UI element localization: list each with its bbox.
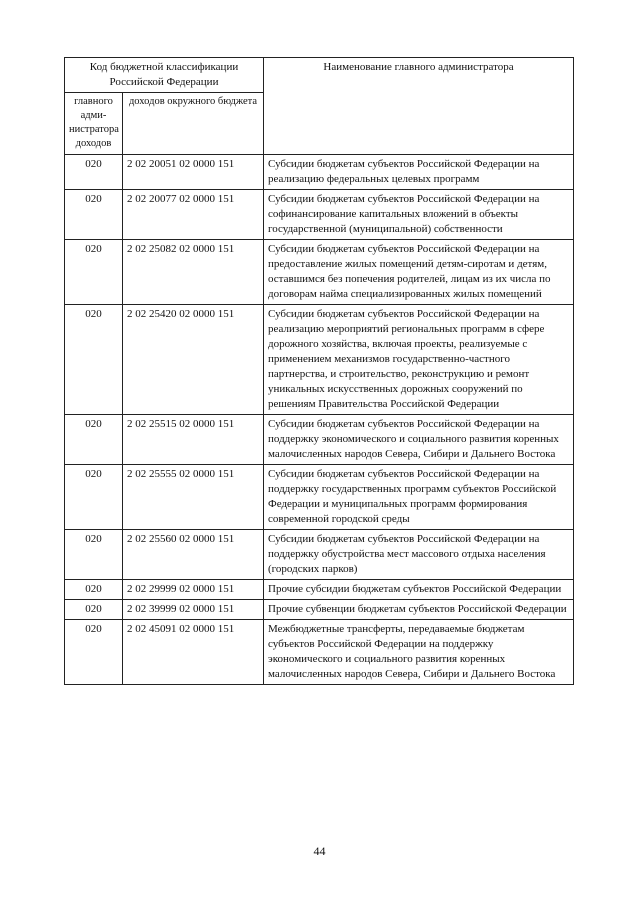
income-code-cell: 2 02 25515 02 0000 151 [123, 415, 264, 465]
table-row [65, 465, 574, 530]
administrator-name-cell: Субсидии бюджетам субъектов Российской Федерации на софинансирование капитальных вложений в объекты государственной (муниципальной) собственности [264, 190, 574, 240]
admin-code-cell: 020 [65, 530, 123, 580]
admin-code-cell: 020 [65, 465, 123, 530]
table-row [65, 155, 574, 190]
table-header-row [65, 58, 574, 93]
admin-code-cell: 020 [65, 580, 123, 600]
income-code-cell: 2 02 25555 02 0000 151 [123, 465, 264, 530]
administrator-name-cell: Субсидии бюджетам субъектов Российской Федерации на реализацию мероприятий региональных программ в сфере дорожного хозяйства, включая проекты, реализуемые с применением механизмов государственно-частного партнерства, и строительство, реконструкцию и ремонт уникальных искусственных дорожных сооружений по решениям Правительства Российской Федерации [264, 305, 574, 415]
page-number: 44 [313, 844, 326, 858]
administrator-name-cell: Субсидии бюджетам субъектов Российской Федерации на предоставление жилых помещений детям-сиротам и детям, оставшимся без попечения родителей, лицам из их числа по договорам найма специализированных жилых помещений [264, 240, 574, 305]
table-row [65, 305, 574, 415]
table-row [65, 600, 574, 620]
header-name-cell: Наименование главного администратора [264, 58, 574, 155]
income-code-cell: 2 02 39999 02 0000 151 [123, 600, 264, 620]
admin-code-cell: 020 [65, 305, 123, 415]
header-income-cell: доходов окружного бюджета [123, 93, 264, 155]
income-code-cell: 2 02 29999 02 0000 151 [123, 580, 264, 600]
income-code-cell: 2 02 25560 02 0000 151 [123, 530, 264, 580]
admin-code-cell: 020 [65, 240, 123, 305]
administrator-name-cell: Субсидии бюджетам субъектов Российской Федерации на реализацию федеральных целевых программ [264, 155, 574, 190]
table-body [65, 58, 574, 685]
table-row [65, 190, 574, 240]
income-code-cell: 2 02 20051 02 0000 151 [123, 155, 264, 190]
header-admin-cell: главного адми-нистратора доходов [65, 93, 123, 155]
administrator-name-cell: Прочие субсидии бюджетам субъектов Российской Федерации [264, 580, 574, 600]
admin-code-cell: 020 [65, 155, 123, 190]
income-code-cell: 2 02 25420 02 0000 151 [123, 305, 264, 415]
income-code-cell: 2 02 25082 02 0000 151 [123, 240, 264, 305]
administrator-name-cell: Межбюджетные трансферты, передаваемые бюджетам субъектов Российской Федерации на поддержку экономического и социального развития коренных малочисленных народов Севера, Сибири и Дальнего Востока [264, 620, 574, 685]
admin-code-cell: 020 [65, 620, 123, 685]
admin-code-cell: 020 [65, 190, 123, 240]
administrator-name-cell: Прочие субвенции бюджетам субъектов Российской Федерации [264, 600, 574, 620]
administrator-name-cell: Субсидии бюджетам субъектов Российской Федерации на поддержку государственных программ субъектов Российской Федерации и муниципальных программ формирования современной городской среды [264, 465, 574, 530]
income-code-cell: 2 02 45091 02 0000 151 [123, 620, 264, 685]
table-row [65, 240, 574, 305]
header-group-cell: Код бюджетной классификации Российской Федерации [65, 58, 264, 93]
admin-code-cell: 020 [65, 600, 123, 620]
table-row [65, 620, 574, 685]
administrator-name-cell: Субсидии бюджетам субъектов Российской Федерации на поддержку экономического и социального развития коренных малочисленных народов Севера, Сибири и Дальнего Востока [264, 415, 574, 465]
table-row [65, 530, 574, 580]
admin-code-cell: 020 [65, 415, 123, 465]
table-row [65, 415, 574, 465]
table-row [65, 580, 574, 600]
income-code-cell: 2 02 20077 02 0000 151 [123, 190, 264, 240]
budget-classification-table [64, 57, 574, 685]
administrator-name-cell: Субсидии бюджетам субъектов Российской Федерации на поддержку обустройства мест массового отдыха населения (городских парков) [264, 530, 574, 580]
